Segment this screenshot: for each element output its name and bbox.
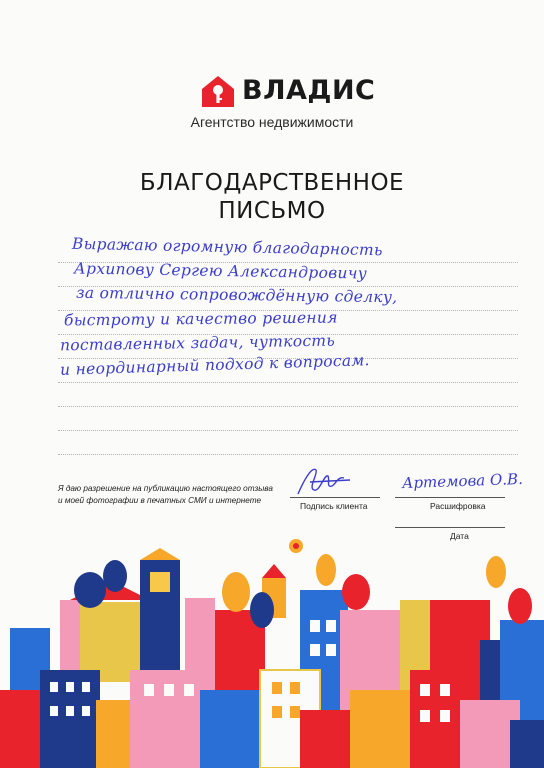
- letter-title-line-2: ПИСЬМО: [218, 198, 326, 224]
- brand-tagline: Агентство недвижимости: [190, 114, 354, 130]
- handwritten-line-4: быстроту и качество решения: [63, 308, 338, 330]
- writing-rule: [58, 430, 518, 431]
- decoding-handwritten: Артемова О.В.: [401, 469, 524, 493]
- publication-consent: Я даю разрешение на публикацию настоящего отзыва и моей фотографии в печатных СМИ и интернете: [58, 484, 273, 505]
- handwritten-line-5: поставленных задач, чуткость: [59, 331, 336, 355]
- handwritten-line-2: Архипову Сергею Александровичу: [73, 259, 368, 283]
- handwritten-line-6: и неординарный подход к вопросам.: [59, 351, 371, 379]
- brand-logo: [200, 74, 375, 108]
- city-illustration: [0, 520, 544, 768]
- letter-title-line-1: БЛАГОДАРСТВЕННОЕ: [139, 170, 405, 196]
- writing-rule: [58, 454, 518, 455]
- date-label: Дата: [450, 531, 469, 541]
- brand-name: ВЛАДИС: [242, 75, 376, 106]
- client-signature-label: Подпись клиента: [300, 501, 368, 511]
- writing-rule: [58, 406, 518, 407]
- house-with-key-icon: [200, 74, 236, 108]
- handwritten-line-1: Выражаю огромную благодарность: [71, 234, 383, 260]
- decoding-label: Расшифровка: [430, 501, 486, 511]
- writing-rule: [58, 382, 518, 383]
- handwritten-line-3: за отлично сопровождённую сделку,: [75, 283, 398, 307]
- decoding-line: [395, 497, 505, 498]
- client-signature-line: [290, 497, 380, 498]
- client-signature: [290, 460, 360, 500]
